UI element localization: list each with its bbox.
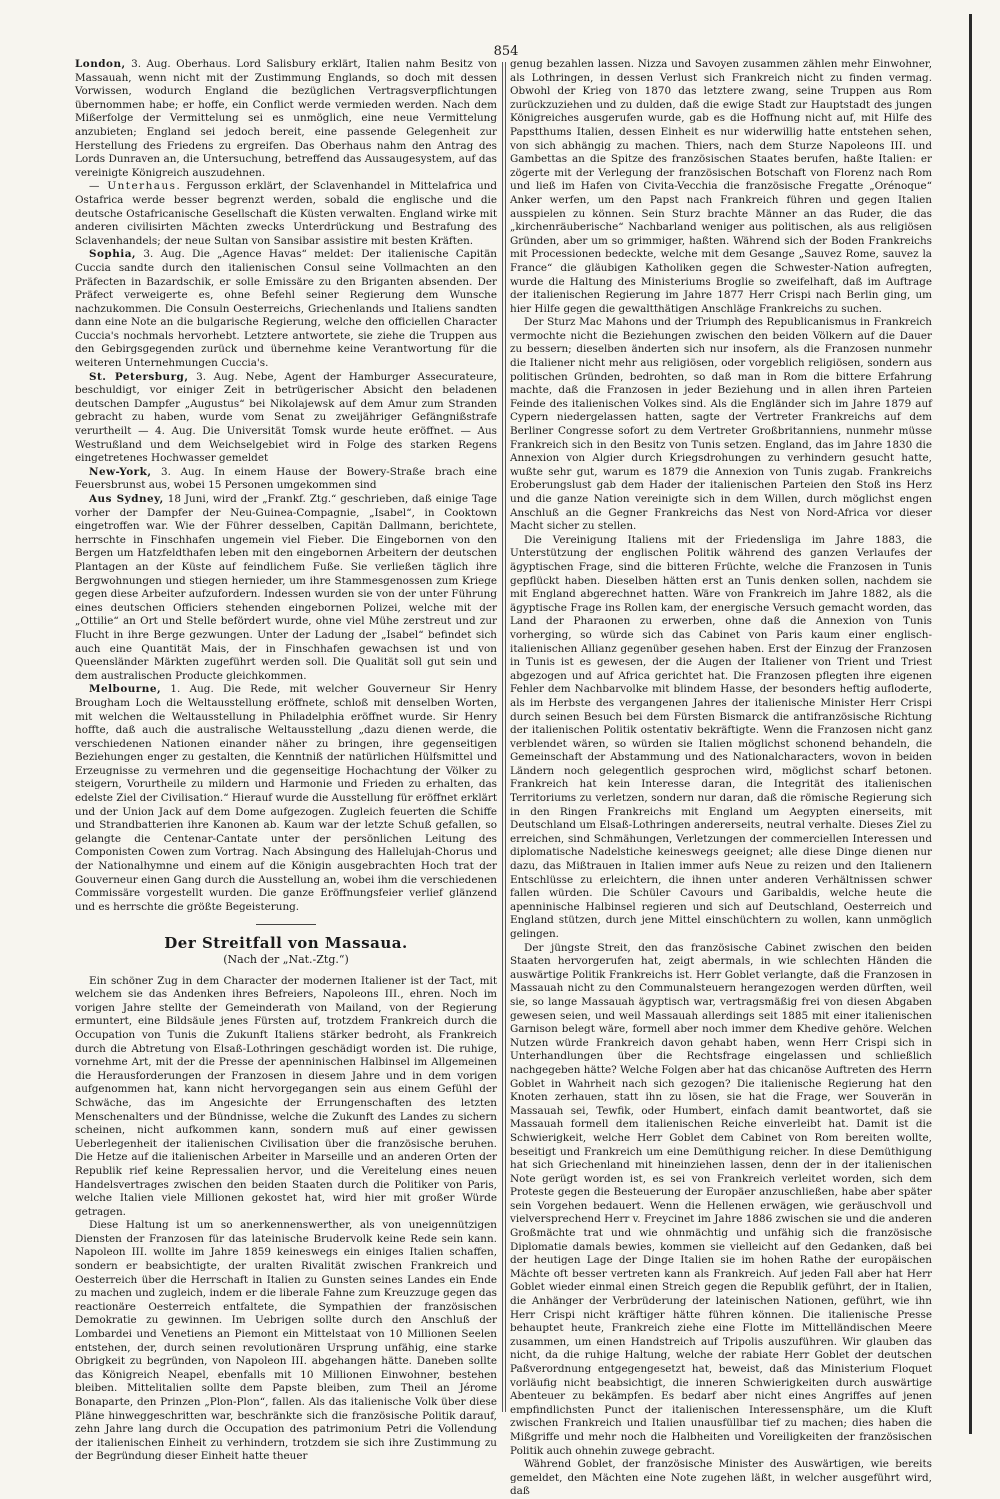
left-column [75,58,498,1463]
news-item-sophia [75,248,497,370]
dateline: London, [75,58,126,70]
dateline: Aus Sydney, [89,493,164,505]
article-title: Der Streitfall von Massaua. [164,934,408,953]
article-paragraph: Der Sturz Mac Mahons und der Triumph des Republicanismus in Frankreich vermochte nicht die Beziehungen zwischen den beiden Völkern auf die Dauer zu bessern; dieselben änderten sich nur insofern, als die Franzosen nunmehr die Italiener nicht mehr aus religiösen, oder vorgeblich religiösen, sondern aus politischen Gründen, bedrohten, so daß man in Rom die bittere Erfahrung machte, daß die Franzosen in jeder Beziehung und in allen ihren Parteien Feinde des italienischen Volkes sind. Als die Engländer sich im Jahre 1879 auf Cypern niedergelassen hatten, sagte der Vertreter Frankreichs auf dem Berliner Congresse sofort zu dem Vertreter Großbritanniens, nunmehr müsse Frankreich sich in den Besitz von Tunis setzen. England, das im Jahre 1830 die Annexion von Algier durch Kriegsdrohungen zu verhindern gesucht hatte, wußte sehr gut, warum es 1879 die Annexion von Tunis zugab. Frankreichs Eroberungslust gab dem Hader der italienischen Parteien den Stoß ins Herz und die ganze Nation vereinigte sich in dem Willen, durch möglichst engen Anschluß an die Gegner Frankreichs das Nest von Nord-Africa vor dieser Macht sicher zu stellen. [510,316,932,533]
news-item-newyork [75,466,497,493]
article-source: (Nach der „Nat.-Ztg.“) [223,953,349,966]
dateline: Sophia, [89,248,137,261]
news-item-melbourne [75,683,497,914]
news-item-sydney [75,493,497,683]
dateline: Melbourne, [89,683,162,696]
right-column [510,58,932,1498]
dateline: — Unterhaus. [89,180,182,193]
news-text: 18 Juni, wird der „Frankf. Ztg.“ geschrieben, daß einige Tage vorher der Dampfer der Neu-Guinea-Compagnie, „Isabel“, in Cooktown eingetroffen war. Wie der Führer desselben, Capitän Dallmann, berichtete, herrschte in Finschhafen ungemein viel Fieber. Die Eingebornen von den Bergen um Hatzfeldthafen leben mit den eingebornen Arbeitern der deutschen Plantagen an der Küste auf feindlichem Fuße. Sie verließen täglich ihre Bergwohnungen und stiegen hernieder, um ihre Stammesgenossen zum Kriege gegen diese Arbeiter aufzufordern. Indessen wurden sie von der unter Führung eines deutschen Officiers stehenden eingebornen Polizei, welche mit der „Ottilie“ an Ort und Stelle befördert wurde, ohne viel Mühe zerstreut und zur Flucht in ihre Berge gezwungen. Unter der Ladung der „Isabel“ befindet sich auch eine Quantität Mais, der in Finschhafen gewachsen ist und von Queensländer Märkten zugeführt werden soll. Die Qualität soll gut sein und dem australischen Producte gleichkommen. [75,493,498,682]
article-paragraph: Die Vereinigung Italiens mit der Friedensliga im Jahre 1883, die Unterstützung der englischen Politik während des ganzen Verlaufes der ägyptischen Frage, sind die bitteren Früchte, welche die Franzosen in Tunis gepflückt haben. Dieselben hätten erst an Tunis denken sollen, nachdem sie mit England abgerechnet hatten. Wäre von Frankreich im Jahre 1882, als die ägyptische Frage ins Rollen kam, der energische Versuch gemacht worden, das Land der Pharaonen zu erwerben, ohne daß die Annexion von Tunis vorherging, so würde sich das Cabinet von Paris kaum einer englisch-italienischen Allianz gegenüber gesehen haben. Erst der Einzug der Franzosen in Tunis ist es gewesen, der die Augen der Italiener von Trient und Triest abgezogen und auf Africa gerichtet hat. Die Franzosen pflegten ihre eigenen Fehler dem Nachbarvolke mit blindem Hasse, der besonders heftig aufloderte, als im Herbste des vergangenen Jahres der italienische Minister Herr Crispi durch seinen Besuch bei dem Fürsten Bismarck die antifranzösische Richtung der italienischen Politik ostentativ bekräftigte. Wenn die Franzosen nicht ganz verblendet wären, so würden sie Italien möglichst schonend behandeln, die Gemeinschaft der Abstammung und des Nationalcharacters, wovon in beiden Ländern noch gelegentlich gesprochen wird, möglichst scharf betonen. Frankreich hat kein Interesse daran, die Integrität des italienischen Territoriums zu verletzen, sondern nur daran, daß die römische Regierung sich in den Ringen Frankreichs mit England um Aegypten einerseits, mit Deutschland um Elsaß-Lothringen andererseits, neutral verhalte. Dieses Ziel zu erreichen, sind Schmähungen, Verletzungen der commerciellen Interessen und diplomatische Nadelstiche keineswegs geeignet; alle diese Dinge dienen nur dazu, das Mißtrauen in Italien immer aufs Neue zu reizen und den Italienern Entschlüsse zu erleichtern, die ihnen unter anderen Verhältnissen schwer fallen würden. Die Schüler Cavours und Garibaldis, welche heute die apenninische Halbinsel regieren und sich auf Deutschland, Oesterreich und England stützen, durch jene Mittel einschüchtern zu wollen, kann unmöglich gelingen. [510,533,932,940]
news-item-unterhaus [75,180,497,248]
news-text: — 4. Aug. Die Universität Tomsk wurde heute eröffnet. — Aus Westrußland und dem Weichselgebiet wird in Folge des starken Regens eingetretenes Hochwasser gemeldet [75,425,498,465]
news-item-petersburg [75,371,497,466]
column-divider [502,62,503,1412]
dateline: New-York, [89,465,152,478]
article-paragraph: Diese Haltung ist um so anerkennenswerther, als von uneigennützigen Diensten der Franzosen für das lateinische Brudervolk keine Rede sein kann. Napoleon III. wollte im Jahre 1859 keineswegs ein einiges Italien schaffen, sondern er beabsichtigte, der uralten Rivalität zwischen Frankreich und Oesterreich über die Herrschaft in Italien zu Gunsten seines Landes ein Ende zu machen und zugleich, indem er die liberale Fahne zum Kreuzzuge gegen das reactionäre Oesterreich entfaltete, die Sympathien der französischen Demokratie zu gewinnen. Im Uebrigen sollte durch den Anschluß der Lombardei und Venetiens an Piemont ein Mittelstaat von 10 Millionen Seelen entstehen, der, durch seinen revolutionären Ursprung unfähig, eine starke Obrigkeit zu begründen, von Napoleon III. abgehangen hätte. Daneben sollte das Königreich Neapel, ebenfalls mit 10 Millionen Einwohner, bestehen bleiben. Mittelitalien sollte dem Papste bleiben, zum Theil an Jérome Bonaparte, den Prinzen „Plon-Plon“, fallen. Als das italienische Volk über diese Pläne hinweggeschritten war, beschränkte sich die französische Politik darauf, zehn Jahre lang durch die Occupation des patrimonium Petri die Vollendung der italienischen Einheit zu verhindern, trotzdem sie sich ihre Zustimmung zu der Begründung dieser Einheit hatte theuer [75,1219,497,1463]
news-text: 1. Aug. Die Rede, mit welcher Gouverneur Sir Henry Brougham Loch die Weltausstellung eröffnete, schloß mit denselben Worten, mit welchen die Weltausstellung in Philadelphia eröffnet wurde. Sir Henry hoffte, daß auch die australische Weltausstellung „dazu dienen werde, die verschiedenen Nationen einander näher zu bringen, ihre gegenseitigen Beziehungen enger zu gestalten, die Kenntniß der natürlichen Hülfsmittel und Erzeugnisse zu vermehren und die gegenseitige Hochachtung der Völker zu steigern, Vorurtheile zu mildern und Harmonie und Frieden zu erhalten, das edelste Ziel der Civilisation.“ Hierauf wurde die Ausstellung für eröffnet erklärt und der Union Jack auf dem Dome aufgezogen. Zugleich feuerten die Schiffe und Strandbatterien ihre Kanonen ab. Kaum war der letzte Schuß gefallen, so gelangte die Centenar-Cantate unter der persönlichen Leitung des Componisten Cowen zum Vortrag. Nach Absingung des Hallelujah-Chorus und der Nationalhymne und einem auf die Königin ausgebrachten Hoch trat der Gouverneur einen Gang durch die Ausstellung an, wobei ihm die verschiedenen Commissäre vorgestellt wurden. Die ganze Eröffnungsfeier verlief glänzend und es herrschte die größte Begeisterung. [75,683,497,913]
dateline: St. Petersburg, [89,370,189,383]
article-paragraph: Der jüngste Streit, den das französische Cabinet zwischen den beiden Staaten hervorgerufen hat, zeigt abermals, in wie schlechten Händen die auswärtige Politik Frankreichs ist. Herr Goblet verlangte, daß die Franzosen in Massauah nicht zu den Communalsteuern herangezogen werden dürften, weil sie, so lange Massauah ägyptisch war, vertragsmäßig frei von diesen Abgaben gewesen seien, und weil Massauah allerdings seit 1885 mit einer italienischen Garnison belegt wäre, formell aber noch immer dem Khedive gehöre. Welchen Nutzen würde Frankreich davon gehabt haben, wenn Herr Crispi sich in Unterhandlungen über die Rechtsfrage eingelassen und schließlich nachgegeben hätte? Welche Folgen aber hat das chicanöse Auftreten des Herrn Goblet in Wahrheit nach sich gezogen? Die italienische Regierung hat den Knoten zerhauen, statt ihn zu lösen, sie hat die Frage, wer Souverän in Massauah sei, Tewfik, oder Humbert, einfach damit beantwortet, daß sie Massauah formell dem italienischen Reiche einverleibt hat. Damit ist die Schwierigkeit, welche Herr Goblet dem Cabinet von Rom bereiten wollte, beseitigt und Frankreich um eine Demüthigung reicher. In diese Demüthigung hat sich Griechenland mit hineinziehen lassen, denn der in der italienischen Note gerügt worden ist, es sei von Frankreich verleitet worden, sich dem Proteste gegen die Besteuerung der Europäer anzuschließen, habe aber später sein Vorgehen bedauert. Wenn die Hellenen erwägen, wie geräuschvoll und vielversprechend Herr v. Freycinet im Jahre 1886 zwischen sie und die anderen Großmächte trat und wie ohnmächtig und unfähig sich die französische Diplomatie damals bewies, kommen sie vielleicht auf den Gedanken, daß bei der heutigen Lage der Dinge Italien sie im hohen Rathe der europäischen Mächte oft besser vertreten kann als Frankreich. Auf jeden Fall aber hat Herr Goblet wieder einmal einen Streich gegen die Republik geführt, der in Italien, die Anhänger der Verbrüderung der lateinischen Nationen, geführt, wie ihn Herr Crispi nicht kräftiger hätte führen können. Die italienische Presse behauptet heute, Frankreich ziehe eine Flotte im Mittelländischen Meere zusammen, um einen Handstreich auf Tripolis auszuführen. Wir glauben das nicht, da die ruhige Haltung, welche der rabiate Herr Goblet der deutschen Paßverordnung entgegengesetzt hat, beweist, daß das Ministerium Floquet vorläufig nicht beabsichtigt, die inneren Schwierigkeiten durch auswärtige Abenteuer zu bekämpfen. Es bedarf aber nicht eines Angriffes auf jenen empfindlichsten Punct der italienischen Interessensphäre, um die Kluft zwischen Frankreich und Italien unausfüllbar tief zu machen; dies haben die Mißgriffe und mehr noch die Halbheiten und Voreiligkeiten der französischen Politik auch ohnehin zuwege gebracht. [510,941,932,1457]
article-paragraph: Ein schöner Zug in dem Character der modernen Italiener ist der Tact, mit welchem sie das Andenken ihres Befreiers, Napoleons III., ehren. Noch im vorigen Jahre stellte der Gemeinderath von Mailand, von der Regierung ermuntert, eine Bildsäule jenes Fürsten auf, trotzdem Frankreich durch die Occupation von Tunis die Zukunft Italiens stärker bedroht, als Frankreich durch die Abtretung von Elsaß-Lothringen geschädigt worden ist. Die ruhige, vornehme Art, mit der die Presse der apenninischen Halbinsel im Allgemeinen die Herausforderungen der Franzosen in diesem Jahre und in dem vorigen aufgenommen hat, kann nicht hervorgegangen sein aus einem Gefühl der Schwäche, das im Angesichte der Errungenschaften des letzten Menschenalters und der Bündnisse, welche die Zukunft des Landes zu sichern scheinen, nicht aufkommen kann, sondern muß auf einer gewissen Ueberlegenheit der italienischen Civilisation über die französische beruhen. Die Hetze auf die italienischen Arbeiter in Marseille und an anderen Orten der Republik rief keine Repressalien hervor, und die Vereitelung eines neuen Handelsvertrages zwischen den beiden Staaten durch die Politiker von Paris, welche Italien viele Millionen gekostet hat, wird hier mit großer Würde getragen. [75,974,497,1218]
news-text: 3. Aug. In einem Hause der Bowery-Straße brach eine Feuersbrunst aus, wobei 15 Personen umgekommen sind [75,465,497,492]
page-number: 854 [493,44,519,59]
column-divider [505,62,506,1412]
section-separator [256,924,316,925]
article-paragraph: genug bezahlen lassen. Nizza und Savoyen zusammen zählen mehr Einwohner, als Lothringen, in dessen Verlust sich Frankreich nicht zu finden vermag. Obwohl der Krieg von 1870 das letztere zwang, seine Truppen aus Rom zurückzuziehen und zu dulden, daß die ewige Stadt zur Hauptstadt des jungen Königreiches ausgerufen wurde, gab es die Hoffnung nicht auf, mit Hilfe des Papstthums Italien, dessen Einheit es nur widerwillig hatte entstehen sehen, von sich abhängig zu machen. Thiers, nach dem Sturze Napoleons III. und Gambettas an die Spitze des französischen Staates berufen, haßte Italien: er zögerte mit der Verlegung der französischen Botschaft von Florenz nach Rom und ließ im Hafen von Civita-Vecchia die französische Fregatte „Orénoque“ Anker werfen, um den Papst nach Frankreich führen und gegen Italien ausspielen zu können. Sein Sturz brachte Männer an das Ruder, die das „kirchenräuberische“ Nachbarland weniger aus politischen, als aus religiösen Gründen, aber um so grimmiger, haßten. Während sich der Boden Frankreichs mit Processionen bedeckte, welche mit dem Gesange „Sauvez Rome, sauvez la France“ die gläubigen Katholiken gegen die Schwester-Nation aufregten, wurde die Haltung des Ministeriums Broglie so zweifelhaft, daß im Auftrage der italienischen Regierung im Jahre 1877 Herr Crispi nach Berlin ging, um hier Hilfe gegen die gewaltthätigen Anschläge Frankreichs zu suchen. [510,58,932,315]
news-text: 3. Aug. Nebe, Agent der Hamburger Assecurateure, beschuldigt, vor einiger Zeit in betrügerischer Absicht den beladenen deutschen Dampfer „Augustus“ bei Nikolajewsk auf dem Amur zum Stranden gebracht zu haben, wurde vom Senat zu zweijähriger Gefängnißstrafe verurtheilt [75,370,497,438]
news-item-london [75,58,497,180]
news-text: 3. Aug. Die „Agence Havas“ meldet: Der italienische Capitän Cuccia sandte durch den italienischen Consul seine Vollmachten an den Präfecten in Bazardschik, er solle Emissäre zu den Briganten absenden. Der Präfect verweigerte es, ohne Befehl seiner Regierung dem Wunsche nachzukommen. Die Consuln Oesterreichs, Griechenlands und Italiens sandten dann eine Note an die bulgarische Regierung, welche den officiellen Character Cuccia's nochmals hervorhebt. Letztere antwortete, sie ziehe die Truppen aus den Gebirgsgegenden zurück und übernehme keine Verantwortung für die weiteren Unternehmungen Cuccia's. [75,248,497,370]
article-paragraph: Während Goblet, der französische Minister des Auswärtigen, wie bereits gemeldet, den Mächten eine Note zugehen läßt, in welcher ausgeführt wird, daß [510,1458,932,1498]
news-text: Fergusson erklärt, der Sclavenhandel in Mittelafrica und Ostafrica werde besser begrenzt werden, sobald die englische und die deutsche Ostafricanische Gesellschaft die Küsten verwalten. England wirke mit anderen civilisirten Mächten zwecks Unterdrückung und Bestrafung des Sclavenhandels; der neue Sultan von Sansibar assistire mit besten Kräften. [75,180,497,247]
page-edge-border [969,14,972,1434]
news-text: 3. Aug. Oberhaus. Lord Salisbury erklärt, Italien nahm Besitz von Massauah, wenn nicht mit der Zustimmung Englands, so doch mit dessen Vorwissen, wodurch England die bezüglichen Vertragsverpflichtungen übernommen habe; er hoffe, ein Conflict werde vermieden werden. Nach dem Mißerfolge der Vermittelung sei es unmöglich, eine neue Vermittelung anzubieten; England sei jedoch bereit, eine passende Gelegenheit zur Herstellung des Friedens zu ergreifen. Das Oberhaus nahm den Antrag des Lords Dunraven an, die Untersuchung, betreffend das Aussaugesystem, auf das vereinigte Königreich auszudehnen. [75,58,497,179]
